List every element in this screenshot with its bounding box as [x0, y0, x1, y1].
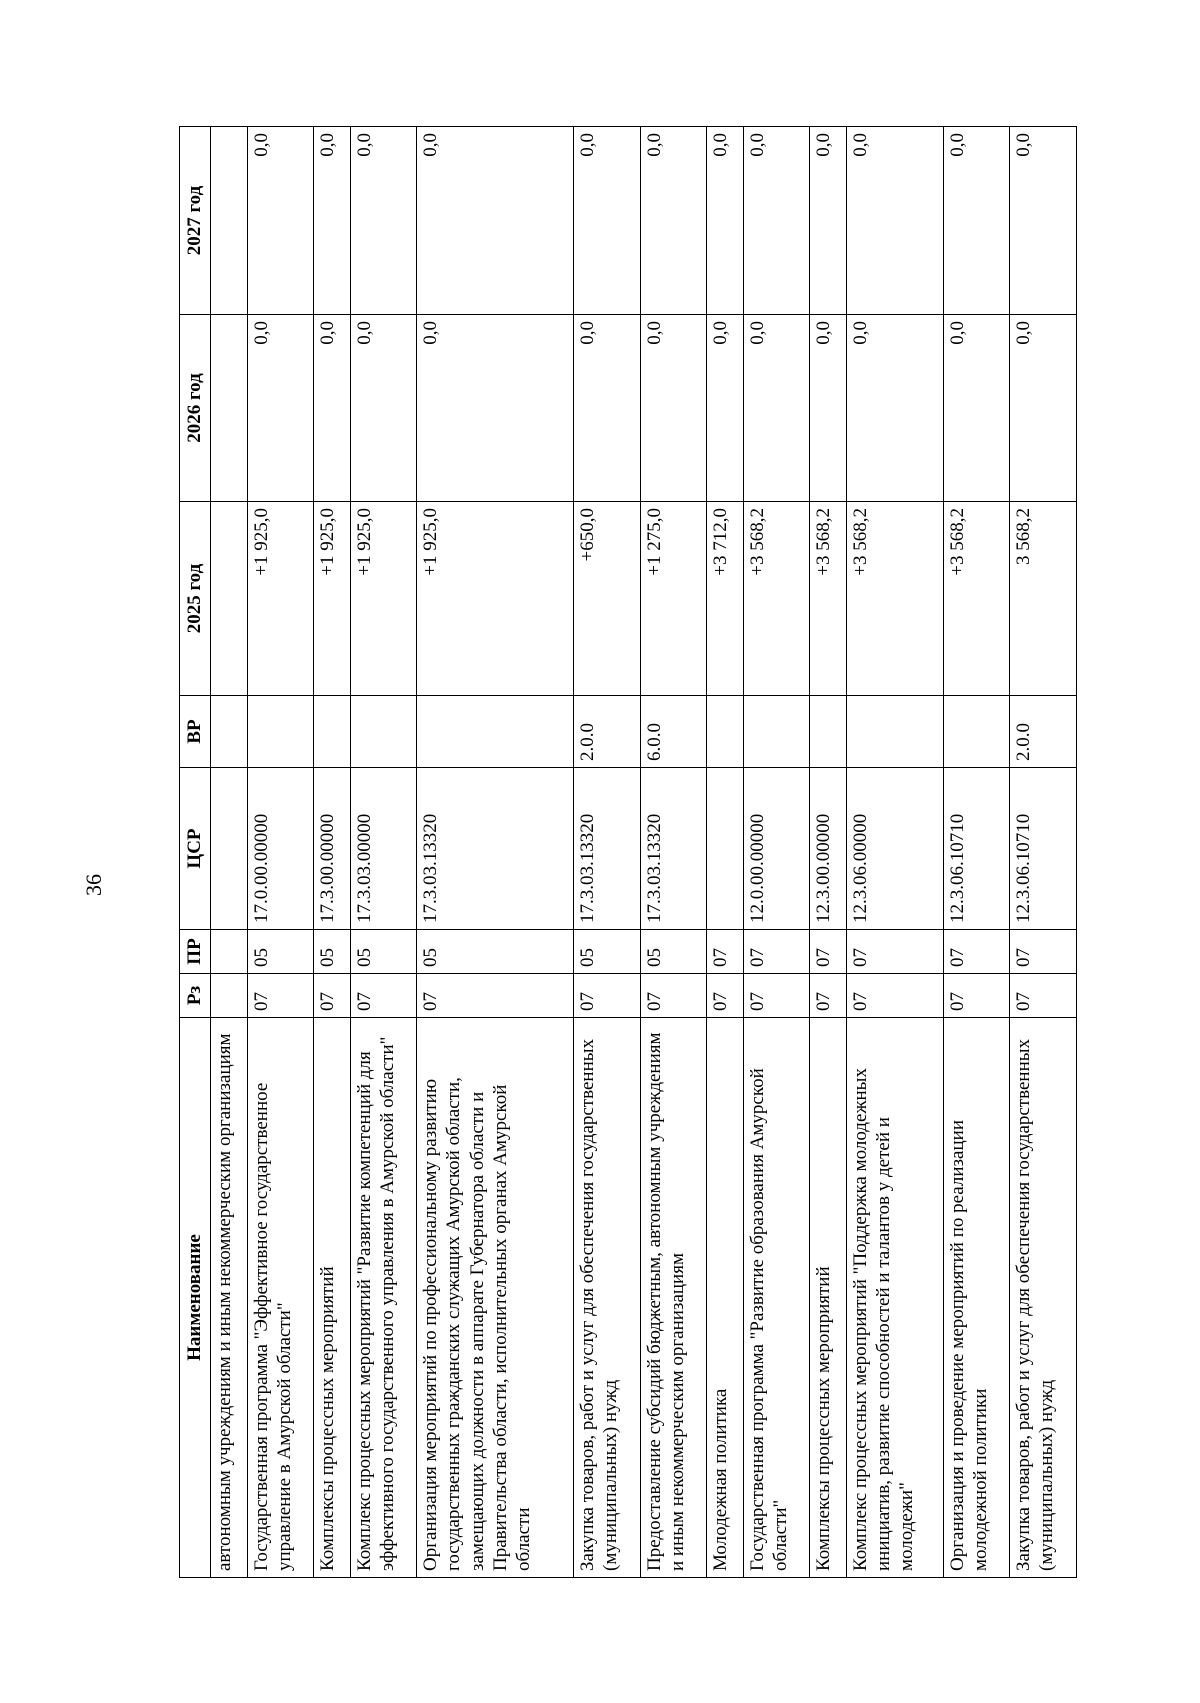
cell-name: Организация и проведение мероприятий по реализации молодежной политики	[943, 1018, 1010, 1578]
cell-2027: 0,0	[417, 127, 574, 315]
cell-2025: +1 925,0	[417, 502, 574, 696]
cell-2025: 3 568,2	[1010, 502, 1077, 696]
cell-csr: 17.0.00.00000	[247, 768, 314, 930]
cell-vr	[743, 696, 810, 768]
cell-csr: 17.3.03.13320	[574, 768, 641, 930]
cell-rz: 07	[640, 974, 707, 1018]
cell-name: Организация мероприятий по профессиональному развитию государственных гражданских служащих Амурской области, замещающих должности в аппарате Губернатора области и Правительства области, исполнительных органах Амурской области	[417, 1018, 574, 1578]
table-row	[943, 127, 1010, 1578]
cell-vr	[417, 696, 574, 768]
table-row	[247, 127, 314, 1578]
cell-2026	[211, 315, 248, 502]
cell-pr: 05	[417, 930, 574, 974]
cell-2026: 0,0	[1010, 315, 1077, 502]
cell-2025	[211, 502, 248, 696]
budget-table	[179, 126, 1077, 1578]
cell-2025: +1 925,0	[247, 502, 314, 696]
cell-2027: 0,0	[314, 127, 351, 315]
cell-pr: 07	[1010, 930, 1077, 974]
cell-2026: 0,0	[943, 315, 1010, 502]
page-number: 36	[81, 874, 106, 896]
cell-pr: 07	[810, 930, 847, 974]
cell-rz: 07	[810, 974, 847, 1018]
table-row	[743, 127, 810, 1578]
cell-rz	[211, 974, 248, 1018]
table-row	[640, 127, 707, 1578]
cell-rz: 07	[574, 974, 641, 1018]
cell-rz: 07	[314, 974, 351, 1018]
cell-2027	[211, 127, 248, 315]
cell-csr: 12.3.06.00000	[847, 768, 944, 930]
cell-rz: 07	[247, 974, 314, 1018]
cell-vr	[314, 696, 351, 768]
cell-vr	[247, 696, 314, 768]
cell-rz: 07	[743, 974, 810, 1018]
cell-2027: 0,0	[350, 127, 417, 315]
cell-2026: 0,0	[847, 315, 944, 502]
cell-2025: +3 568,2	[847, 502, 944, 696]
table-row	[1010, 127, 1077, 1578]
header-csr: ЦСР	[180, 768, 211, 930]
cell-vr	[847, 696, 944, 768]
table-body	[211, 127, 1077, 1578]
cell-name: Закупка товаров, работ и услуг для обеспечения государственных (муниципальных) нужд	[1010, 1018, 1077, 1578]
header-2025: 2025 год	[180, 502, 211, 696]
cell-vr: 2.0.0	[574, 696, 641, 768]
cell-pr: 07	[743, 930, 810, 974]
cell-vr	[350, 696, 417, 768]
table-row	[350, 127, 417, 1578]
header-2026: 2026 год	[180, 315, 211, 502]
cell-2026: 0,0	[417, 315, 574, 502]
cell-2027: 0,0	[847, 127, 944, 315]
cell-2025: +3 568,2	[943, 502, 1010, 696]
cell-2025: +1 925,0	[314, 502, 351, 696]
cell-2025: +650,0	[574, 502, 641, 696]
cell-2027: 0,0	[574, 127, 641, 315]
cell-name: Комплексы процессных мероприятий	[810, 1018, 847, 1578]
cell-pr: 07	[943, 930, 1010, 974]
cell-vr	[810, 696, 847, 768]
header-pr: ПР	[180, 930, 211, 974]
cell-rz: 07	[417, 974, 574, 1018]
cell-2027: 0,0	[810, 127, 847, 315]
header-2027: 2027 год	[180, 127, 211, 315]
cell-2026: 0,0	[743, 315, 810, 502]
cell-rz: 07	[1010, 974, 1077, 1018]
table-row	[810, 127, 847, 1578]
cell-pr: 05	[247, 930, 314, 974]
cell-pr: 05	[640, 930, 707, 974]
cell-2026: 0,0	[350, 315, 417, 502]
cell-csr: 17.3.03.13320	[640, 768, 707, 930]
cell-pr	[211, 930, 248, 974]
cell-csr	[211, 768, 248, 930]
cell-2026: 0,0	[810, 315, 847, 502]
cell-vr	[943, 696, 1010, 768]
cell-name: Комплекс процессных мероприятий "Развитие компетенций для эффективного государственного управления в Амурской области"	[350, 1018, 417, 1578]
cell-2027: 0,0	[1010, 127, 1077, 315]
cell-csr: 17.3.00.00000	[314, 768, 351, 930]
cell-2027: 0,0	[707, 127, 744, 315]
cell-2025: +1 275,0	[640, 502, 707, 696]
cell-2025: +3 712,0	[707, 502, 744, 696]
cell-csr: 17.3.03.00000	[350, 768, 417, 930]
table-row	[211, 127, 248, 1578]
cell-csr	[707, 768, 744, 930]
cell-vr: 2.0.0	[1010, 696, 1077, 768]
table-row	[417, 127, 574, 1578]
cell-name: Предоставление субсидий бюджетным, автономным учреждениям и иным некоммерческим организациям	[640, 1018, 707, 1578]
cell-2026: 0,0	[247, 315, 314, 502]
cell-name: Молодежная политика	[707, 1018, 744, 1578]
header-vr: ВР	[180, 696, 211, 768]
cell-2026: 0,0	[707, 315, 744, 502]
cell-vr: 6.0.0	[640, 696, 707, 768]
cell-pr: 05	[314, 930, 351, 974]
cell-2025: +3 568,2	[810, 502, 847, 696]
cell-2026: 0,0	[640, 315, 707, 502]
table-row	[574, 127, 641, 1578]
cell-2026: 0,0	[314, 315, 351, 502]
cell-pr: 05	[574, 930, 641, 974]
cell-name: Комплекс процессных мероприятий "Поддержка молодежных инициатив, развитие способностей и талантов у детей и молодежи"	[847, 1018, 944, 1578]
cell-vr	[707, 696, 744, 768]
cell-pr: 07	[707, 930, 744, 974]
cell-rz: 07	[943, 974, 1010, 1018]
cell-2025: +3 568,2	[743, 502, 810, 696]
table-row	[707, 127, 744, 1578]
cell-rz: 07	[350, 974, 417, 1018]
table-row	[847, 127, 944, 1578]
cell-rz: 07	[707, 974, 744, 1018]
cell-2025: +1 925,0	[350, 502, 417, 696]
cell-csr: 12.0.00.00000	[743, 768, 810, 930]
cell-name: Закупка товаров, работ и услуг для обеспечения государственных (муниципальных) нужд	[574, 1018, 641, 1578]
cell-vr	[211, 696, 248, 768]
cell-name: Комплексы процессных мероприятий	[314, 1018, 351, 1578]
cell-name: Государственная программа "Развитие образования Амурской области"	[743, 1018, 810, 1578]
cell-csr: 17.3.03.13320	[417, 768, 574, 930]
cell-2027: 0,0	[247, 127, 314, 315]
cell-pr: 07	[847, 930, 944, 974]
cell-2027: 0,0	[743, 127, 810, 315]
header-rz: Рз	[180, 974, 211, 1018]
table-row	[314, 127, 351, 1578]
cell-rz: 07	[847, 974, 944, 1018]
cell-2027: 0,0	[640, 127, 707, 315]
cell-2027: 0,0	[943, 127, 1010, 315]
cell-name: Государственная программа "Эффективное государственное управление в Амурской области"	[247, 1018, 314, 1578]
cell-2026: 0,0	[574, 315, 641, 502]
cell-csr: 12.3.06.10710	[943, 768, 1010, 930]
cell-name: автономным учреждениям и иным некоммерческим организациям	[211, 1018, 248, 1578]
budget-table-wrapper	[179, 127, 1077, 1578]
header-name: Наименование	[180, 1018, 211, 1578]
table-header-row	[180, 127, 211, 1578]
cell-pr: 05	[350, 930, 417, 974]
cell-csr: 12.3.00.00000	[810, 768, 847, 930]
cell-csr: 12.3.06.10710	[1010, 768, 1077, 930]
